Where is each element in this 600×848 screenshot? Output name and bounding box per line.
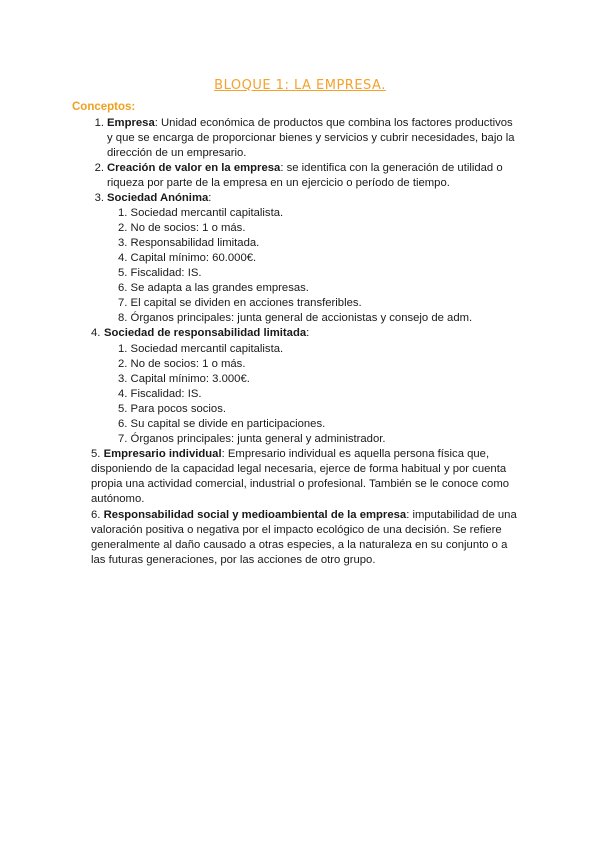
sub-item: 4. Fiscalidad: IS. [118, 388, 202, 400]
term: Creación de valor en la empresa [107, 162, 281, 174]
sub-item: 4. Capital mínimo: 60.000€. [118, 252, 257, 264]
definition: : Empresario individual es aquella persona física que, disponiendo de la capacidad legal necesaria, ejerce de forma habitual y por cuenta propia una actividad comercial, industrial o profesional. También se le conoce como autónomo. [91, 448, 510, 505]
definition: : [208, 192, 212, 204]
definition: : se identifica con la generación de utilidad o riqueza por parte de la empresa en un ejercicio o período de tiempo. [107, 162, 503, 189]
sub-item: 8. Órganos principales: junta general de accionistas y consejo de adm. [118, 312, 473, 324]
definition: : imputabilidad de una valoración positiva o negativa por el impacto ecológico de una decisión. Se refiere generalmente al daño causado a otras especies, a la naturaleza en su conjunto o a las futuras generaciones, por las acciones de otro grupo. [91, 509, 517, 566]
list-item-number: 3. [94, 192, 104, 204]
list-item-number: 4. [91, 327, 101, 339]
sub-item: 3. Capital mínimo: 3.000€. [118, 373, 250, 385]
page-title-text: BLOQUE 1: LA EMPRESA. [214, 78, 386, 93]
sub-item: 7. Órganos principales: junta general y administrador. [118, 433, 386, 445]
list-item-number: 6. [91, 509, 101, 521]
sub-item: 2. No de socios: 1 o más. [118, 358, 246, 370]
section-heading: Conceptos: [72, 101, 136, 113]
sub-item: 6. Se adapta a las grandes empresas. [118, 282, 309, 294]
list-item-text [104, 326, 514, 341]
sub-item: 5. Fiscalidad: IS. [118, 267, 202, 279]
sub-item: 5. Para pocos socios. [118, 403, 227, 415]
term: Sociedad Anónima [107, 192, 209, 204]
list-item-number: 1. [94, 117, 104, 129]
term: Sociedad de responsabilidad limitada [104, 327, 307, 339]
list-item-responsabilidad-social [91, 508, 521, 568]
list-item-number: 5. [91, 448, 101, 460]
sub-item: 7. El capital se dividen en acciones transferibles. [118, 297, 362, 309]
list-item-number: 2. [94, 162, 104, 174]
sub-item: 1. Sociedad mercantil capitalista. [118, 343, 284, 355]
page-title [0, 78, 600, 93]
list-item-text [107, 116, 517, 161]
term: Empresa [107, 117, 155, 129]
term: Empresario individual [103, 448, 222, 460]
sub-item: 6. Su capital se divide en participaciones. [118, 418, 326, 430]
list-item-empresario-individual [91, 447, 521, 507]
list-item-text [107, 191, 517, 206]
sub-item: 3. Responsabilidad limitada. [118, 237, 260, 249]
term: Responsabilidad social y medioambiental de la empresa [103, 509, 407, 521]
list-item-text [107, 161, 517, 191]
definition: : [306, 327, 310, 339]
sub-item: 2. No de socios: 1 o más. [118, 222, 246, 234]
sub-item: 1. Sociedad mercantil capitalista. [118, 207, 284, 219]
definition: : Unidad económica de productos que combina los factores productivos y que se encarga de proporcionar bienes y servicios y cubrir necesidades, bajo la dirección de un empresario. [107, 117, 515, 159]
